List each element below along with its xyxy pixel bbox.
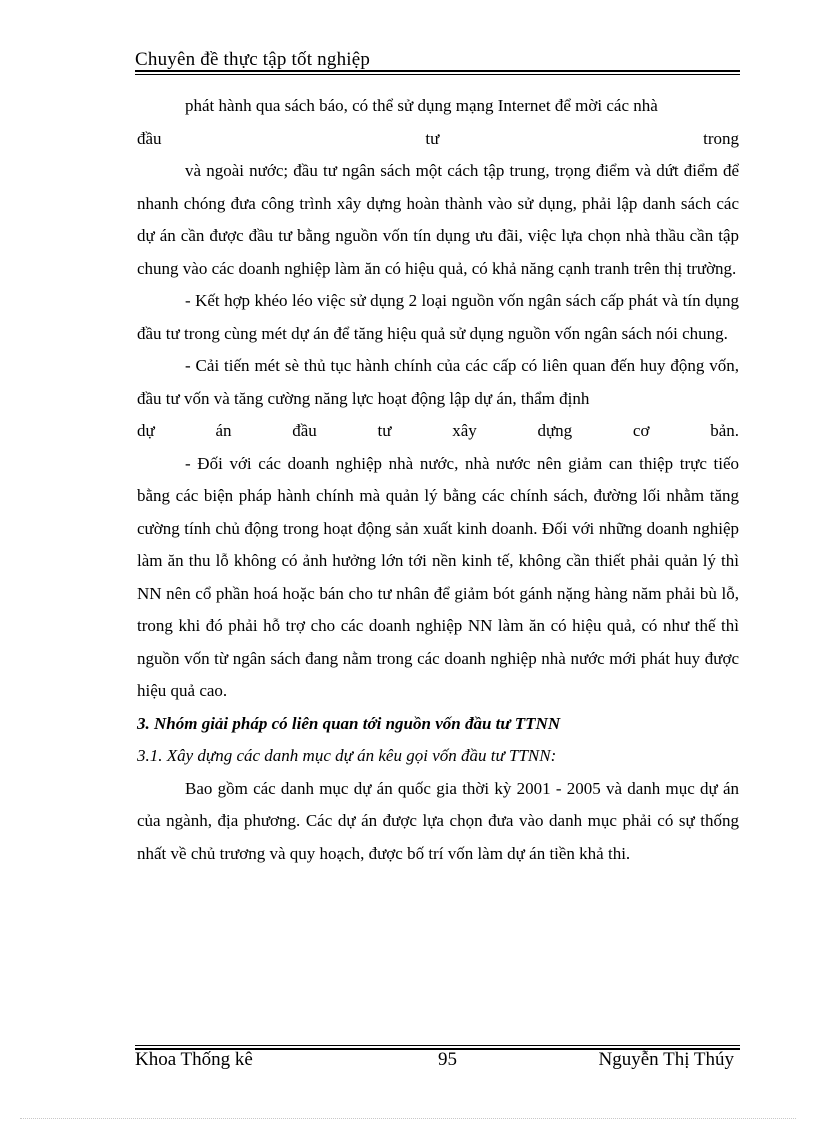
page-header-title: Chuyên đề thực tập tốt nghiệp [135,49,371,70]
paragraph-1-word-2: tư [425,128,440,148]
paragraph-5: - Đối với các doanh nghiệp nhà nước, nhà nước nên giảm can thiệp trực tiếo bằng các biện pháp hành chính mà quản lý bằng các chính sách, đường lối nhằm tăng cường tính chủ động trong hoạt động sản xuất kinh doanh. Đối với những doanh nghiệp làm ăn thu lỗ không có ảnh hưởng lớn tới nền kinh tế, không cần thiết phải quản lý thì NN nên cổ phần hoá hoặc bán cho tư nhân để giảm bót gánh nặng hàng năm phải bù lỗ, trong khi đó phải hỗ trợ cho các doanh nghiệp NN làm ăn có hiệu quả, có như thế thì nguồn vốn từ ngân sách đang nằm trong các doanh nghiệp nhà nước mới phát huy được hiệu quả cao. [137,453,739,700]
footer-page-number: 95 [438,1049,457,1070]
footer-rule-thin [135,1045,740,1046]
paragraph-1-line-2 [137,123,739,156]
section-heading: 3. Nhóm giải pháp có liên quan tới nguồn vốn đầu tư TTNN [137,713,561,733]
paragraph-1-word-1: đầu [137,128,162,148]
paragraph-3: - Kết hợp khéo léo việc sử dụng 2 loại nguồn vốn ngân sách cấp phát và tín dụng đầu tư trong cùng mét dự án để tăng hiệu quả sử dụng nguồn vốn ngân sách nói chung. [137,291,739,343]
paragraph-4: - Cải tiến mét sè thủ tục hành chính của các cấp có liên quan đến huy động vốn, đầu tư vốn và tăng cường năng lực hoạt động lập dự án, thẩm định [137,356,739,408]
document-body [137,90,739,870]
paragraph-1-line-1: phát hành qua sách báo, có thể sử dụng mạng Internet để mời các nhà [185,96,658,115]
header-rule-thick [135,70,740,72]
paragraph-2: và ngoài nước; đầu tư ngân sách một cách tập trung, trọng điểm và dứt điểm để nhanh chóng đưa công trình xây dựng hoàn thành vào sử dụng, phải lập danh sách các dự án cần được đầu tư bằng nguồn vốn tín dụng ưu đãi, việc lựa chọn nhà thầu cần tập chung vào các doanh nghiệp làm ăn có hiệu quả, có khả năng cạnh tranh trên thị trường. [137,161,739,278]
page-edge-divider [20,1118,796,1119]
footer-author: Nguyễn Thị Thúy [598,1049,734,1070]
paragraph-1-word-3: trong [703,128,739,148]
subsection-heading: 3.1. Xây dựng các danh mục dự án kêu gọi vốn đầu tư TTNN: [137,746,557,765]
header-rule-thin [135,74,740,75]
footer-faculty: Khoa Thống kê [135,1049,253,1070]
paragraph-6: Bao gồm các danh mục dự án quốc gia thời kỳ 2001 - 2005 và danh mục dự án của ngành, địa phương. Các dự án được lựa chọn đưa vào danh mục phải có sự thống nhất về chủ trương và quy hoạch, được bố trí vốn làm dự án tiền khả thi. [137,778,739,863]
paragraph-4-last-line: dự án đầu tư xây dựng cơ bản. [137,421,739,440]
